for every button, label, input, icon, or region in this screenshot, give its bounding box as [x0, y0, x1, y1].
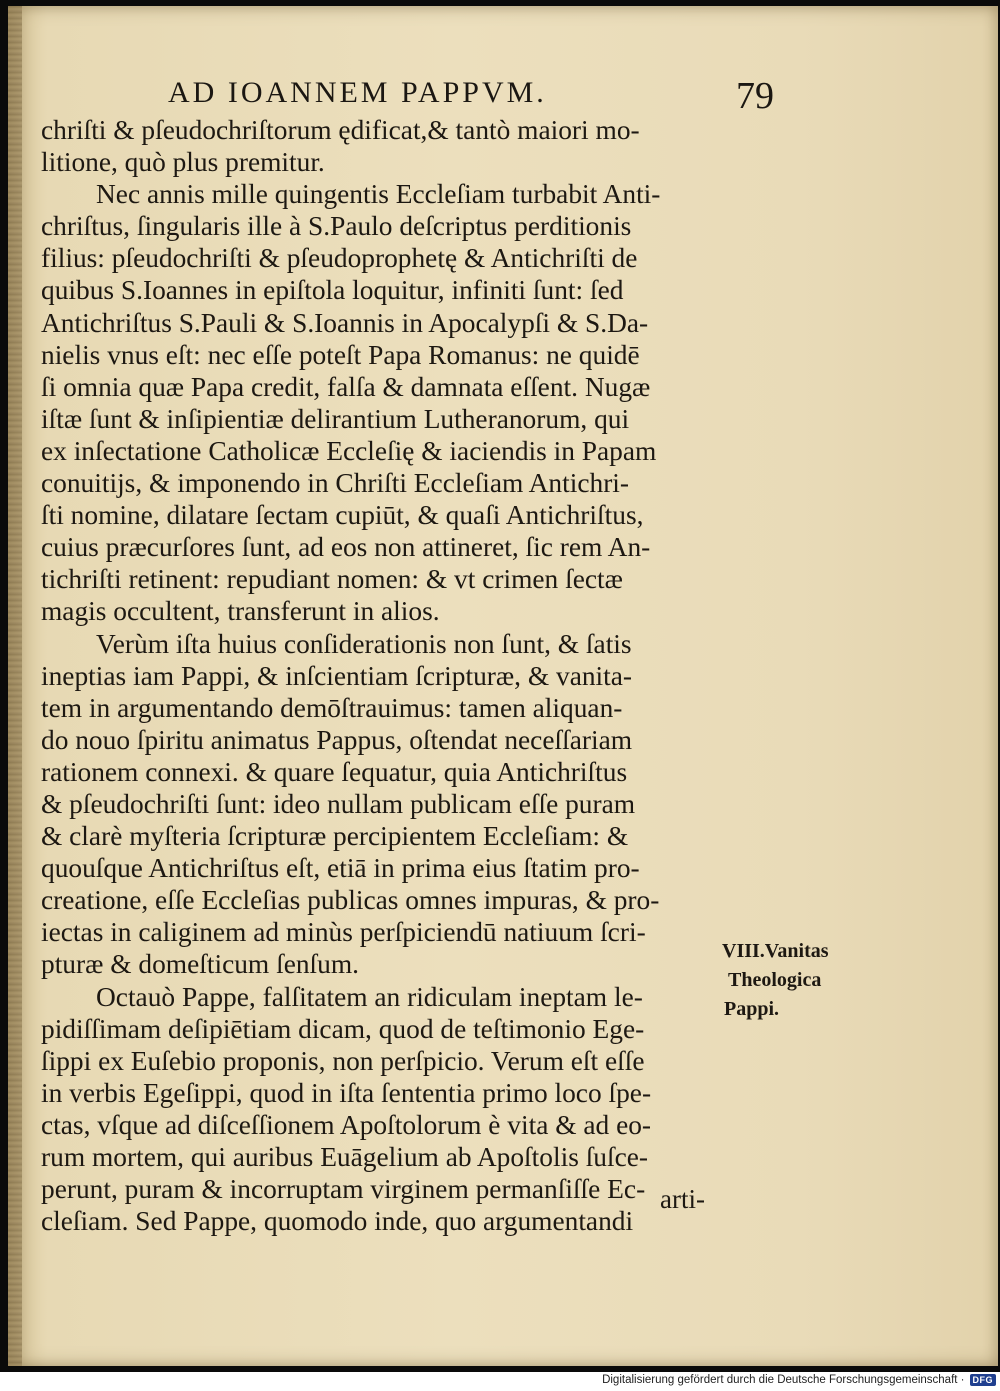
text-line: ſti nomine, dilatare ſectam cupiūt, & quaſi Antichriſtus, — [41, 500, 644, 531]
text-line: chriſti & pſeudochriſtorum ędificat,& tantò maiori mo- — [41, 115, 640, 145]
marginal-note-line: Theologica — [728, 969, 822, 991]
text-line: rationem connexi. & quare ſequatur, quia Antichriſtus — [41, 756, 628, 787]
body-text — [41, 114, 741, 1237]
text-line: ctas, vſque ad diſceſſionem Apoſtolorum è vita & ad eo- — [41, 1109, 652, 1140]
text-line: tichriſti retinent: repudiant nomen: & vt crimen ſectæ — [41, 564, 623, 595]
text-line: iectas in caliginem ad minùs perſpiciendū natiuum ſcri- — [41, 917, 646, 948]
dfg-logo-icon: DFG — [970, 1374, 997, 1386]
text-line: Antichriſtus S.Pauli & S.Ioannis in Apocalypſi & S.Da- — [41, 307, 649, 338]
page-spine-edge — [8, 6, 22, 1366]
text-line: Verùm iſta huius conſiderationis non ſunt, & ſatis — [96, 628, 632, 659]
text-line: nielis vnus eſt: nec eſſe poteſt Papa Romanus: ne quidē — [41, 339, 640, 370]
text-line: perunt, puram & incorruptam virginem permanſiſſe Ec- — [41, 1174, 646, 1205]
text-line: filius: pſeudochriſti & pſeudoprophetę & Antichriſti de — [41, 243, 638, 274]
text-line: ex inſectatione Catholicæ Eccleſię & iaciendis in Papam — [41, 435, 657, 466]
text-line: cleſiam. Sed Pappe, quomodo inde, quo argumentandi — [41, 1206, 634, 1237]
credit-text: Digitalisierung gefördert durch die Deutsche Forschungsgemeinschaft · — [602, 1374, 965, 1386]
text-line: litione, quò plus premitur. — [41, 147, 325, 178]
text-line: tem in argumentando demōſtrauimus: tamen aliquan- — [41, 692, 623, 723]
text-line: chriſtus, ſingularis ille à S.Paulo deſcriptus perditionis — [41, 211, 632, 242]
book-page — [8, 6, 998, 1366]
text-line: quibus S.Ioannes in epiſtola loquitur, infiniti ſunt: ſed — [41, 275, 624, 306]
marginal-note — [722, 937, 882, 1024]
text-line: magis occultent, transferunt in alios. — [41, 596, 440, 627]
text-line: conuitijs, & imponendo in Chriſti Eccleſiam Antichri- — [41, 468, 630, 499]
text-line: quouſque Antichriſtus eſt, etiā in prima eius ſtatim pro- — [41, 853, 640, 884]
page-number: 79 — [736, 75, 774, 117]
text-line: ſi omnia quæ Papa credit, falſa & damnata eſſent. Nugæ — [41, 371, 651, 402]
text-line: Nec annis mille quingentis Eccleſiam turbabit Anti- — [96, 179, 661, 210]
text-line: in verbis Egeſippi, quod in iſta ſententia primo loco ſpe- — [41, 1077, 652, 1108]
marginal-note-line: VIII.Vanitas — [722, 940, 829, 962]
text-line: creatione, eſſe Eccleſias publicas omnes impuras, & pro- — [41, 885, 660, 916]
text-line: pidiſſimam deſipiētiam dicam, quod de teſtimonio Ege- — [41, 1013, 645, 1044]
digitization-credit — [602, 1374, 996, 1386]
text-line: & clarè myſteria ſcripturæ percipientem Eccleſiam: & — [41, 821, 629, 852]
text-line: Octauò Pappe, falſitatem an ridiculam ineptam le- — [96, 981, 643, 1012]
text-line: rum mortem, qui auribus Euāgelium ab Apoſtolis ſuſce- — [41, 1142, 649, 1172]
text-line: pturæ & domeſticum ſenſum. — [41, 949, 360, 980]
catchword: arti- — [660, 1184, 705, 1214]
marginal-note-line: Pappi. — [724, 998, 780, 1020]
text-line: iſtæ ſunt & inſipientiæ delirantium Lutheranorum, qui — [41, 403, 630, 434]
text-line: ineptias iam Pappi, & inſcientiam ſcripturæ, & vanita- — [41, 660, 633, 691]
text-line: do nouo ſpiritu animatus Pappus, oſtendat neceſſariam — [41, 724, 633, 755]
text-line: cuius præcurſores ſunt, ad eos non attineret, ſic rem An- — [41, 532, 651, 563]
running-head: AD IOANNEM PAPPVM. — [168, 76, 547, 109]
text-line: & pſeudochriſti ſunt: ideo nullam publicam eſſe puram — [41, 788, 636, 819]
text-line: ſippi ex Euſebio proponis, non perſpicio. Verum eſt eſſe — [41, 1045, 645, 1076]
